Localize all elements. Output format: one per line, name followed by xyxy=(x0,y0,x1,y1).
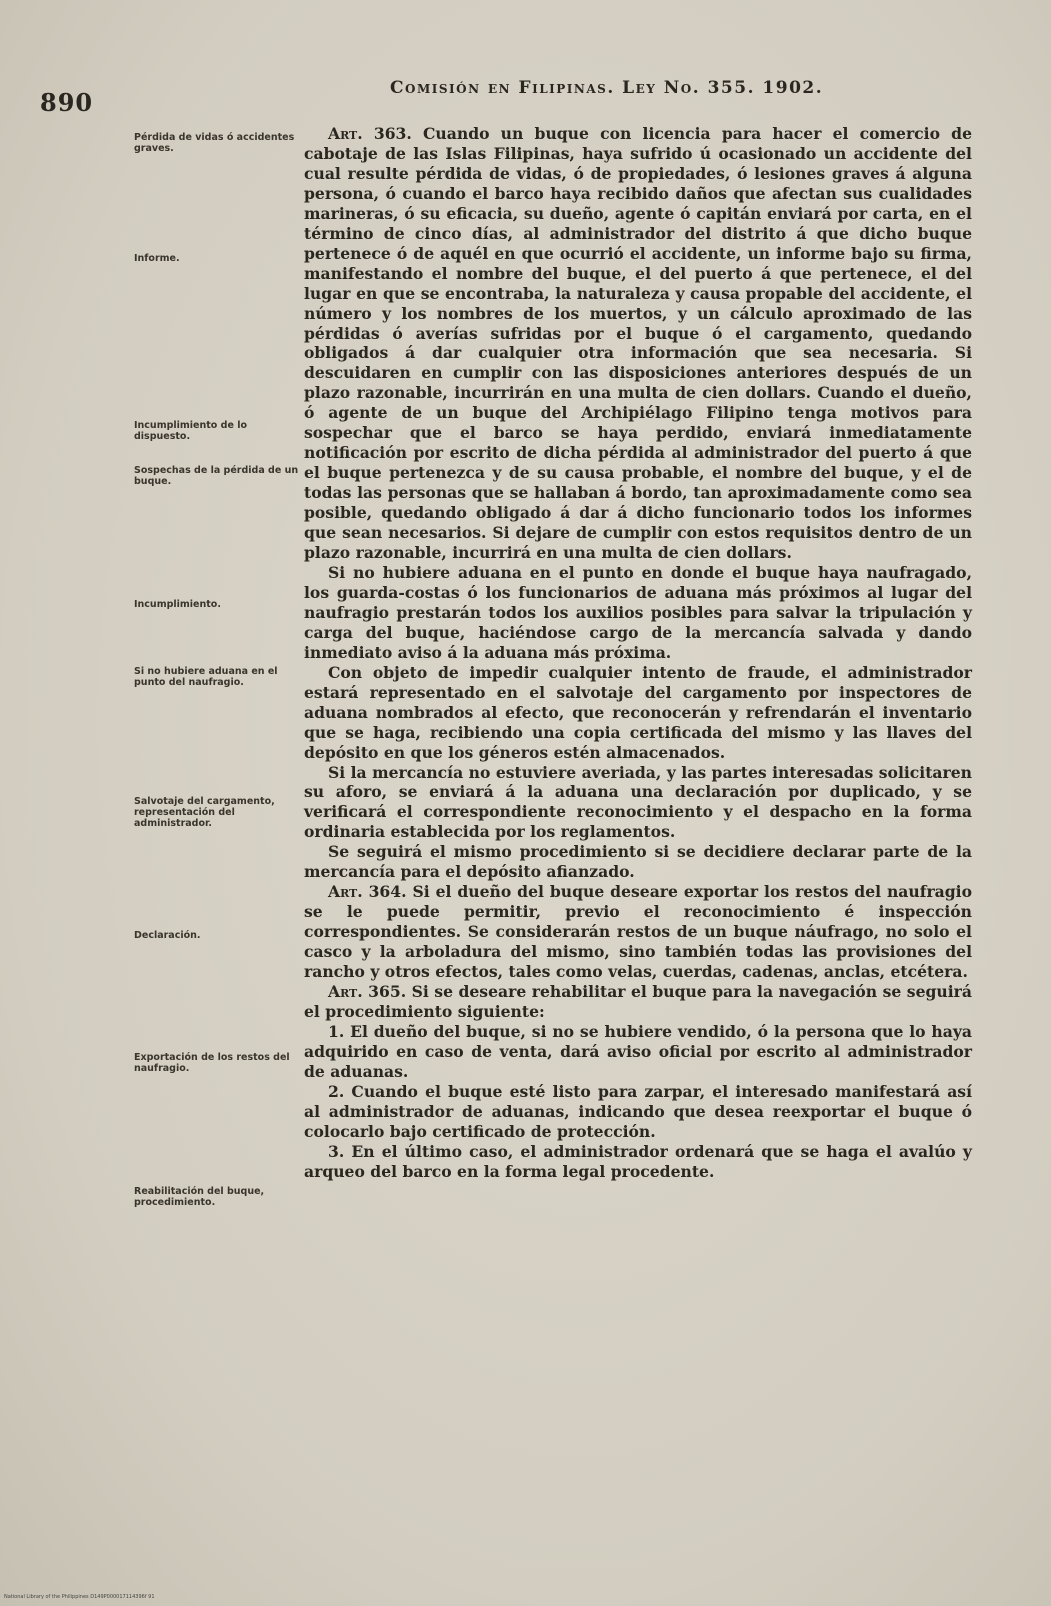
paragraph-text: Con objeto de impedir cualquier intento de fraude, el administrador estará representado en el salvotaje del cargamento por inspectores de aduana nombrados al efecto, que reconocerán y refrendarán el inventario que se haga, recibiendo una copia certificada del mismo y las llaves del depósito en que los géneros estén almacenados. xyxy=(304,662,972,762)
margin-note: Declaración. xyxy=(134,930,201,941)
margin-note: Incumplimiento de lo dispuesto. xyxy=(134,420,247,442)
paragraph-text: 1. El dueño del buque, si no se hubiere vendido, ó la persona que lo haya adquirido en caso de venta, dará aviso oficial por escrito al administrador de aduanas. xyxy=(304,1021,972,1081)
margin-note: Sospechas de la pérdida de un buque. xyxy=(134,465,299,487)
paragraph-item-2 xyxy=(304,1082,972,1142)
paragraph-text: 2. Cuando el buque esté listo para zarpar, el interesado manifestará así al administrador de aduanas, indicando que desea reexportar el buque ó colocarlo bajo certificado de protección. xyxy=(304,1081,972,1141)
paragraph-text: Si el dueño del buque deseare exportar los restos del naufragio se le puede permitir, previo el reconocimiento é inspección correspondientes. Se considerarán restos de un buque náufrago, no solo el casco y la arboladura del mismo, sino también todas las provisiones del rancho y otros efectos, tales como velas, cuerdas, cadenas, anclas, etcétera. xyxy=(304,882,972,982)
paragraph xyxy=(304,663,972,763)
paragraph-art-363 xyxy=(304,124,972,563)
paragraph-text: Si se deseare rehabilitar el buque para la navegación se seguirá el procedimiento siguiente: xyxy=(304,981,972,1021)
article-number: Art. 364. xyxy=(328,882,407,902)
margin-note: Incumplimiento. xyxy=(134,599,221,610)
paragraph xyxy=(304,842,972,882)
paragraph-text: Si no hubiere aduana en el punto en donde el buque haya naufragado, los guarda-costas ó los funcionarios de aduana más próximos al lugar del naufragio prestarán todos los auxilios posibles para salvar la tripulación y carga del buque, haciéndose cargo de la mercancía salvada y dando inmediato aviso á la aduana más próxima. xyxy=(304,562,972,662)
running-header: Comisión en Filipinas. Ley No. 355. 1902. xyxy=(390,78,824,98)
paragraph xyxy=(304,563,972,663)
paragraph-art-364 xyxy=(304,882,972,982)
paragraph xyxy=(304,763,972,843)
margin-note: Si no hubiere aduana en el punto del naufragio. xyxy=(134,666,278,688)
margin-note: Reabilitación del buque, procedimiento. xyxy=(134,1186,265,1208)
body-text xyxy=(304,124,972,1182)
margin-note: Exportación de los restos del naufragio. xyxy=(134,1052,290,1074)
footer-credit: National Library of the Philippines D149P000017114396f 91 xyxy=(4,1594,155,1600)
paragraph-item-3 xyxy=(304,1142,972,1182)
paragraph-text: 3. En el último caso, el administrador ordenará que se haga el avalúo y arqueo del barco en la forma legal procedente. xyxy=(304,1141,972,1181)
margin-note: Pérdida de vidas ó accidentes graves. xyxy=(134,132,295,154)
margin-note: Informe. xyxy=(134,253,180,264)
article-number: Art. 363. xyxy=(328,124,412,143)
paragraph-text: Se seguirá el mismo procedimiento si se decidiere declarar parte de la mercancía para el depósito afianzado. xyxy=(304,842,972,882)
page-number: 890 xyxy=(40,88,94,117)
article-number: Art. 365. xyxy=(328,981,407,1001)
paragraph-text: Si la mercancía no estuviere averiada, y las partes interesadas solicitaren su aforo, se enviará á la aduana una declaración por duplicado, y se verificará el correspondiente reconocimiento y el despacho en la forma ordinaria establecida por los reglamentos. xyxy=(304,762,972,842)
margin-note: Salvotaje del cargamento, representación del administrador. xyxy=(134,796,275,829)
paragraph-text: Cuando un buque con licencia para hacer el comercio de cabotaje de las Islas Filipinas, haya sufrido ú ocasionado un accidente del cual resulte pérdida de vidas, ó de propiedades, ó lesiones graves á alguna persona, ó cuando el barco haya recibido daños que afectan sus cualidades marineras, ó su eficacia, su dueño, agente ó capitán enviará por carta, en el término de cinco días, al administrador del distrito á que dicho buque pertenece ó de aquél en que ocurrió el accidente, un informe bajo su firma, manifestando el nombre del buque, el del puerto á que pertenece, el del lugar en que se encontraba, la naturaleza y causa propable del accidente, el número y los nombres de los muertos, y un cálculo aproximado de las pérdidas ó averías sufridas por el buque ó el cargamento, quedando obligados á dar cualquier otra información que sea necesaria. Si descuidaren en cumplir con las disposiciones anteriores después de un plazo razonable, incurrirán en una multa de cien dollars. Cuando el dueño, ó agente de un buque del Archipiélago Filipino tenga motivos para sospechar que el barco se haya perdido, enviará inmediatamente notificación por escrito de dicha pérdida al administrador del puerto á que el buque pertenezca y de su causa probable, el nombre del buque, y el de todas las personas que se hallaban á bordo, tan aproximadamente como sea posible, quedando obligado á dar á dicho funcionario todos los informes que sean necesarios. Si dejare de cumplir con estos requisitos dentro de un plazo razonable, incurrirá en una multa de cien dollars. xyxy=(304,124,972,563)
paragraph-item-1 xyxy=(304,1022,972,1082)
paragraph-art-365 xyxy=(304,982,972,1022)
